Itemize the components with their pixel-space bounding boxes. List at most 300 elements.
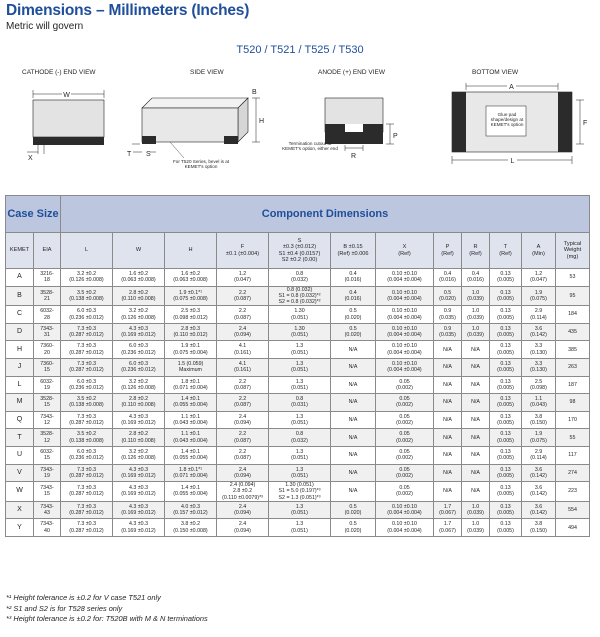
series-heading: T520 / T521 / T525 / T530 (236, 44, 364, 56)
table-cell (462, 269, 490, 287)
table-cell (522, 411, 556, 429)
table-cell (434, 519, 462, 537)
cell-line: W (16, 487, 23, 495)
table-cell (556, 306, 590, 324)
table-cell (217, 376, 269, 394)
table-cell (34, 286, 61, 306)
cell-line: 4.3 ±0.3 (128, 521, 149, 528)
dim-s-label: S (146, 151, 151, 158)
table-cell (217, 358, 269, 376)
cell-line: 0.13 (500, 466, 511, 473)
cell-line: 7.3 ±0.3 (76, 485, 97, 492)
cell-line: (0.035) (439, 314, 456, 321)
cell-line: (0.051) (291, 420, 308, 427)
anode-view-label: ANODE (+) END VIEW (318, 69, 385, 76)
cell-line: N/A (443, 452, 452, 459)
cell-line: 15 (44, 455, 50, 462)
cell-line: 18 (44, 277, 50, 284)
table-cell (556, 341, 590, 359)
table-cell (556, 286, 590, 306)
cell-line: 2.2 (238, 378, 247, 385)
table-cell (165, 269, 217, 287)
cell-line: 7.3 ±0.3 (76, 503, 97, 510)
page-title: Dimensions – Millimeters (Inches) (6, 2, 250, 19)
cell-line: 1.8 ±0.1*¹ (179, 466, 202, 473)
cell-line: (0.169 ±0.012) (121, 510, 156, 517)
cell-line: N/A (471, 452, 480, 459)
cell-line: 0.5 (349, 325, 357, 332)
table-cell (165, 446, 217, 464)
table-cell (269, 411, 331, 429)
cell-line: 1.0 (471, 308, 480, 315)
table-cell (269, 519, 331, 537)
cell-line: (0.005) (497, 295, 514, 302)
cell-line: 15 (44, 402, 50, 409)
table-row (6, 501, 590, 519)
cell-line: (0.126 ±0.008) (121, 384, 156, 391)
table-cell (34, 341, 61, 359)
cell-line: 0.13 (500, 396, 511, 403)
column-header-row (6, 233, 590, 269)
cell-line: 4.1 (238, 361, 247, 368)
table-cell (462, 446, 490, 464)
cell-line: L (17, 380, 22, 388)
table-cell (522, 376, 556, 394)
cell-line: 3.6 (534, 503, 543, 510)
table-cell (490, 341, 522, 359)
cell-line: 1.8 ±0.1 (180, 378, 201, 385)
table-cell (556, 464, 590, 482)
cell-line: 1.9 (534, 289, 543, 296)
cell-line: 3.5 ±0.2 (76, 431, 97, 438)
gluepad-note: Glue pad shape/design at KEMET's option (490, 112, 524, 128)
table-cell (217, 323, 269, 341)
case-code-cell (6, 482, 34, 502)
cell-line: (0.043) (530, 402, 547, 409)
cell-line: (0.130) (530, 367, 547, 374)
table-cell (165, 501, 217, 519)
cell-line: (0.004 ±0.004) (387, 510, 422, 517)
column-header (376, 233, 434, 269)
table-cell (269, 358, 331, 376)
cell-line: X (17, 505, 22, 513)
cell-line: (0.087) (234, 437, 251, 444)
table-cell (462, 482, 490, 502)
table-cell (61, 464, 113, 482)
table-cell (113, 306, 165, 324)
table-cell (434, 501, 462, 519)
table-cell (376, 376, 434, 394)
cell-line: (0.075 ±0.008) (173, 295, 208, 302)
table-cell (376, 464, 434, 482)
cell-line: (0.110 ±0.008) (121, 437, 156, 444)
cell-line: 494 (568, 524, 577, 531)
cell-line: 3.8 ±0.2 (180, 521, 201, 528)
cell-line: 4.0 ±0.3 (180, 503, 201, 510)
table-cell (165, 376, 217, 394)
cell-line: 1.9 ±0.1 (180, 343, 201, 350)
cell-line: J (17, 363, 22, 371)
cell-line: (0.236 ±0.012) (121, 349, 156, 356)
case-code-cell (6, 501, 34, 519)
case-code-cell (6, 286, 34, 306)
table-cell (165, 286, 217, 306)
cell-line: 6032- (40, 308, 54, 315)
cell-line: N/A (443, 399, 452, 406)
cell-line: N/A (348, 346, 358, 353)
cell-line: 1.6 ±0.2 (128, 271, 149, 278)
table-cell (217, 464, 269, 482)
table-cell (331, 501, 376, 519)
cell-line: (0.035) (439, 332, 456, 339)
cell-line: (0.005) (497, 277, 514, 284)
cell-line: 0.05 (399, 378, 410, 385)
case-code-cell (6, 464, 34, 482)
cell-line: N/A (348, 364, 358, 371)
cell-line: (0.005) (497, 455, 514, 462)
cell-line: 0.05 (399, 485, 410, 492)
cell-line: 2.4 (238, 413, 247, 420)
cell-line: T (17, 433, 22, 441)
table-cell (217, 501, 269, 519)
table-cell (34, 482, 61, 502)
case-code-cell (6, 394, 34, 412)
cell-line: 19 (44, 472, 50, 479)
cell-line: (0.110 ±0.012) (173, 332, 208, 339)
cell-line: (0.114) (530, 455, 547, 462)
cell-line: (0.005) (497, 437, 514, 444)
footnote: *³ Height tolerance is ±0.2 for: T520B with M & N terminations (6, 614, 208, 624)
table-cell (61, 411, 113, 429)
cell-line: 0.4 (443, 271, 452, 278)
table-cell (556, 501, 590, 519)
table-cell (34, 306, 61, 324)
table-cell (331, 323, 376, 341)
cell-line: 7.3 ±0.3 (76, 325, 97, 332)
table-body (6, 269, 590, 537)
cell-line: 98 (569, 399, 576, 406)
cell-line: (0.002) (396, 455, 413, 462)
cell-line: 3.3 (534, 361, 543, 368)
table-cell (61, 323, 113, 341)
cell-line: 0.4 (349, 271, 357, 278)
cell-line: 0.5 (349, 521, 357, 528)
cell-line: EIA (42, 247, 52, 254)
column-header (490, 233, 522, 269)
cell-line: (Ref) (441, 250, 454, 257)
cell-line: 3528- (40, 289, 54, 296)
cell-line: (0.157 ±0.012) (173, 510, 208, 517)
table-cell (165, 482, 217, 502)
cell-line: (0.161) (234, 367, 251, 374)
table-cell (269, 446, 331, 464)
cell-line: (0.169 ±0.012) (121, 491, 156, 498)
page-subtitle: Metric will govern (6, 21, 84, 32)
cell-line: 1.3 (295, 361, 304, 368)
table-cell (490, 323, 522, 341)
case-code-cell (6, 519, 34, 537)
cell-line: 1.1 ±0.1 (180, 431, 201, 438)
cell-line: 1.4 ±0.1 (180, 449, 201, 456)
cell-line: (0.063 ±0.008) (173, 277, 208, 284)
table-cell (331, 482, 376, 502)
cell-line: N/A (471, 469, 480, 476)
table-cell (331, 376, 376, 394)
table-cell (61, 394, 113, 412)
cell-line: (0.126 ±0.008) (121, 455, 156, 462)
table-cell (434, 269, 462, 287)
column-header (165, 233, 217, 269)
cell-line: 6.0 ±0.3 (76, 308, 97, 315)
cell-line: N/A (471, 434, 480, 441)
cell-line: (0.005) (497, 384, 514, 391)
table-cell (61, 341, 113, 359)
cell-line: 3.3 (534, 343, 543, 350)
cell-line: (0.287 ±0.012) (69, 420, 104, 427)
cell-line: (0.039) (467, 314, 484, 321)
cell-line: 2.8 ±0.2 (128, 431, 149, 438)
case-code-cell (6, 411, 34, 429)
cell-line: 7360- (40, 361, 54, 368)
cell-line: 0.5 (443, 289, 452, 296)
table-cell (556, 519, 590, 537)
table-cell (462, 411, 490, 429)
cell-line: (0.005) (497, 420, 514, 427)
table-cell (462, 464, 490, 482)
cell-line: (0.004 ±0.004) (387, 314, 422, 321)
cell-line: 7360- (40, 343, 54, 350)
table-cell (34, 394, 61, 412)
dim-b-label: B (252, 89, 257, 96)
cell-line: L (84, 247, 89, 254)
cell-line: (0.067) (439, 510, 456, 517)
cell-line: 2.4 (238, 503, 247, 510)
table-cell (217, 482, 269, 502)
cell-line: 0.13 (500, 289, 511, 296)
cell-line: 2.9 (534, 449, 543, 456)
table-cell (217, 269, 269, 287)
cell-line: (0.098 ±0.012) (173, 314, 208, 321)
cell-line: 1.0 (471, 503, 480, 510)
cell-line: (0.287 ±0.012) (69, 510, 104, 517)
cell-line: (0.005) (497, 510, 514, 517)
cell-line: 6032- (40, 449, 54, 456)
cell-line: (0.002) (396, 437, 413, 444)
cell-line: (0.287 ±0.012) (69, 491, 104, 498)
cell-line: 2.2 (238, 449, 247, 456)
table-cell (522, 323, 556, 341)
table-cell (556, 358, 590, 376)
cell-line: 7.3 ±0.3 (76, 343, 97, 350)
cell-line: 0.13 (500, 449, 511, 456)
table-row (6, 358, 590, 376)
cell-line: 2.4 (238, 466, 247, 473)
cell-line: (0.016) (344, 295, 362, 302)
cell-line: 3.6 (534, 325, 543, 332)
cell-line: 0.05 (399, 396, 410, 403)
cell-line: 0.13 (500, 378, 511, 385)
cell-line: (0.138 ±0.008) (69, 402, 104, 409)
cell-line: (0.031) (291, 402, 308, 409)
cell-line: (0.004 ±0.004) (387, 295, 422, 302)
table-row (6, 269, 590, 287)
cell-line: 3.2 ±0.2 (128, 378, 149, 385)
table-cell (376, 501, 434, 519)
cell-line: (0.094) (234, 420, 251, 427)
cell-line: 0.9 (443, 325, 452, 332)
cell-line: (0.110 ±0.0079)*³ (222, 494, 263, 501)
table-cell (165, 429, 217, 447)
table-cell (113, 501, 165, 519)
case-code-cell (6, 429, 34, 447)
component-dimensions-header: Component Dimensions (61, 196, 590, 233)
cell-line: (0.142) (530, 510, 547, 517)
cell-line: 0.8 (295, 271, 304, 278)
cell-line: A (17, 273, 22, 281)
case-size-header: Case Size (6, 196, 61, 233)
cell-line: 0.8 (295, 396, 304, 403)
table-row (6, 306, 590, 324)
cell-line: (0.055 ±0.004) (173, 455, 208, 462)
table-cell (490, 464, 522, 482)
cell-line: (0.004 ±0.004) (387, 527, 422, 534)
table-cell (113, 286, 165, 306)
cell-line: 1.30 (294, 308, 305, 315)
table-cell (522, 429, 556, 447)
table-cell (61, 519, 113, 537)
cell-line: N/A (471, 364, 480, 371)
cell-line: 3528- (40, 431, 54, 438)
cell-line: 1.4 ±0.1 (180, 485, 201, 492)
table-cell (113, 411, 165, 429)
dim-x-label: X (28, 155, 33, 162)
table-cell (331, 269, 376, 287)
footnotes (6, 593, 208, 625)
table-cell (113, 464, 165, 482)
cell-line: 21 (44, 295, 50, 302)
table-cell (165, 411, 217, 429)
table-cell (556, 323, 590, 341)
cell-line: 1.0 (471, 289, 480, 296)
table-cell (113, 341, 165, 359)
table-cell (61, 358, 113, 376)
table-cell (490, 446, 522, 464)
cell-line: 1.2 (534, 271, 543, 278)
table-cell (165, 323, 217, 341)
table-cell (376, 482, 434, 502)
cell-line: 3.6 (534, 485, 543, 492)
cell-line: 0.13 (500, 485, 511, 492)
table-cell (217, 394, 269, 412)
table-cell (331, 411, 376, 429)
table-cell (490, 501, 522, 519)
table-cell (490, 429, 522, 447)
cell-line: N/A (443, 416, 452, 423)
cell-line: 0.13 (500, 343, 511, 350)
cell-line: (0.236 ±0.012) (121, 367, 156, 374)
table-cell (217, 306, 269, 324)
cell-line: 0.10 ±0.10 (392, 361, 417, 368)
cell-line: (0.032) (291, 437, 308, 444)
table-cell (462, 394, 490, 412)
cell-line: 31 (44, 332, 50, 339)
cathode-view-label: CATHODE (-) END VIEW (22, 69, 96, 76)
table-cell (462, 286, 490, 306)
cell-line: 1.7 (443, 521, 452, 528)
cell-line: 2.5 (534, 378, 543, 385)
bottom-view-label: BOTTOM VIEW (472, 69, 519, 76)
cell-line: 0.13 (500, 431, 511, 438)
table-cell (556, 394, 590, 412)
cell-line: (0.071 ±0.004) (173, 472, 208, 479)
cell-line: 1.1 (534, 396, 543, 403)
cell-line: S1 = 5.0 (0.197)*³ (278, 488, 321, 495)
table-cell (217, 519, 269, 537)
cell-line: 0.13 (500, 503, 511, 510)
cell-line: 4.3 ±0.3 (128, 485, 149, 492)
cell-line: 1.3 (295, 466, 304, 473)
cell-line: (0.051) (291, 455, 308, 462)
cell-line: 0.13 (500, 308, 511, 315)
cell-line: 3.6 (534, 466, 543, 473)
cell-line: 20 (44, 349, 50, 356)
table-cell (490, 269, 522, 287)
cell-line: (0.114) (530, 314, 547, 321)
table-cell (522, 306, 556, 324)
cell-line: 12 (44, 420, 50, 427)
cell-line: 2.2 (238, 431, 247, 438)
cell-line: ±0.1 (±0.004) (225, 250, 260, 257)
table-cell (165, 394, 217, 412)
table-cell (462, 358, 490, 376)
cell-line: N/A (348, 399, 358, 406)
cell-line: 2.4 (238, 521, 247, 528)
cell-line: S2 ±0.2 (0.00) (281, 256, 318, 263)
table-cell (165, 358, 217, 376)
cell-line: (0.004 ±0.004) (387, 277, 422, 284)
table-cell (522, 446, 556, 464)
cell-line: (0.236 ±0.012) (69, 455, 104, 462)
cell-line: (0.016) (439, 277, 456, 284)
table-row (6, 429, 590, 447)
cell-line: 1.2 (238, 271, 247, 278)
cell-line: (0.142) (530, 472, 547, 479)
cell-line: (0.051) (291, 510, 308, 517)
cell-line: (0.094) (234, 472, 251, 479)
cell-line: 3.8 (534, 413, 543, 420)
cell-line: S1 ±0.4 (0.0157) (278, 250, 321, 257)
cell-line: (0.087) (234, 295, 251, 302)
table-cell (269, 323, 331, 341)
cell-line: (0.005) (497, 527, 514, 534)
table-cell (217, 446, 269, 464)
table-cell (434, 376, 462, 394)
table-cell (434, 306, 462, 324)
dim-f-label: F (583, 120, 588, 127)
cell-line: 7343- (40, 485, 54, 492)
column-header (61, 233, 113, 269)
cell-line: B (17, 291, 22, 299)
table-cell (434, 429, 462, 447)
cell-line: 1.0 (471, 521, 480, 528)
table-cell (61, 376, 113, 394)
cell-line: 1.3 (295, 378, 304, 385)
cell-line: (0.138 ±0.008) (69, 295, 104, 302)
side-view-label: SIDE VIEW (190, 69, 224, 76)
table-cell (462, 323, 490, 341)
cell-line: (0.110 ±0.008) (121, 295, 156, 302)
cell-line: (0.005) (497, 314, 514, 321)
